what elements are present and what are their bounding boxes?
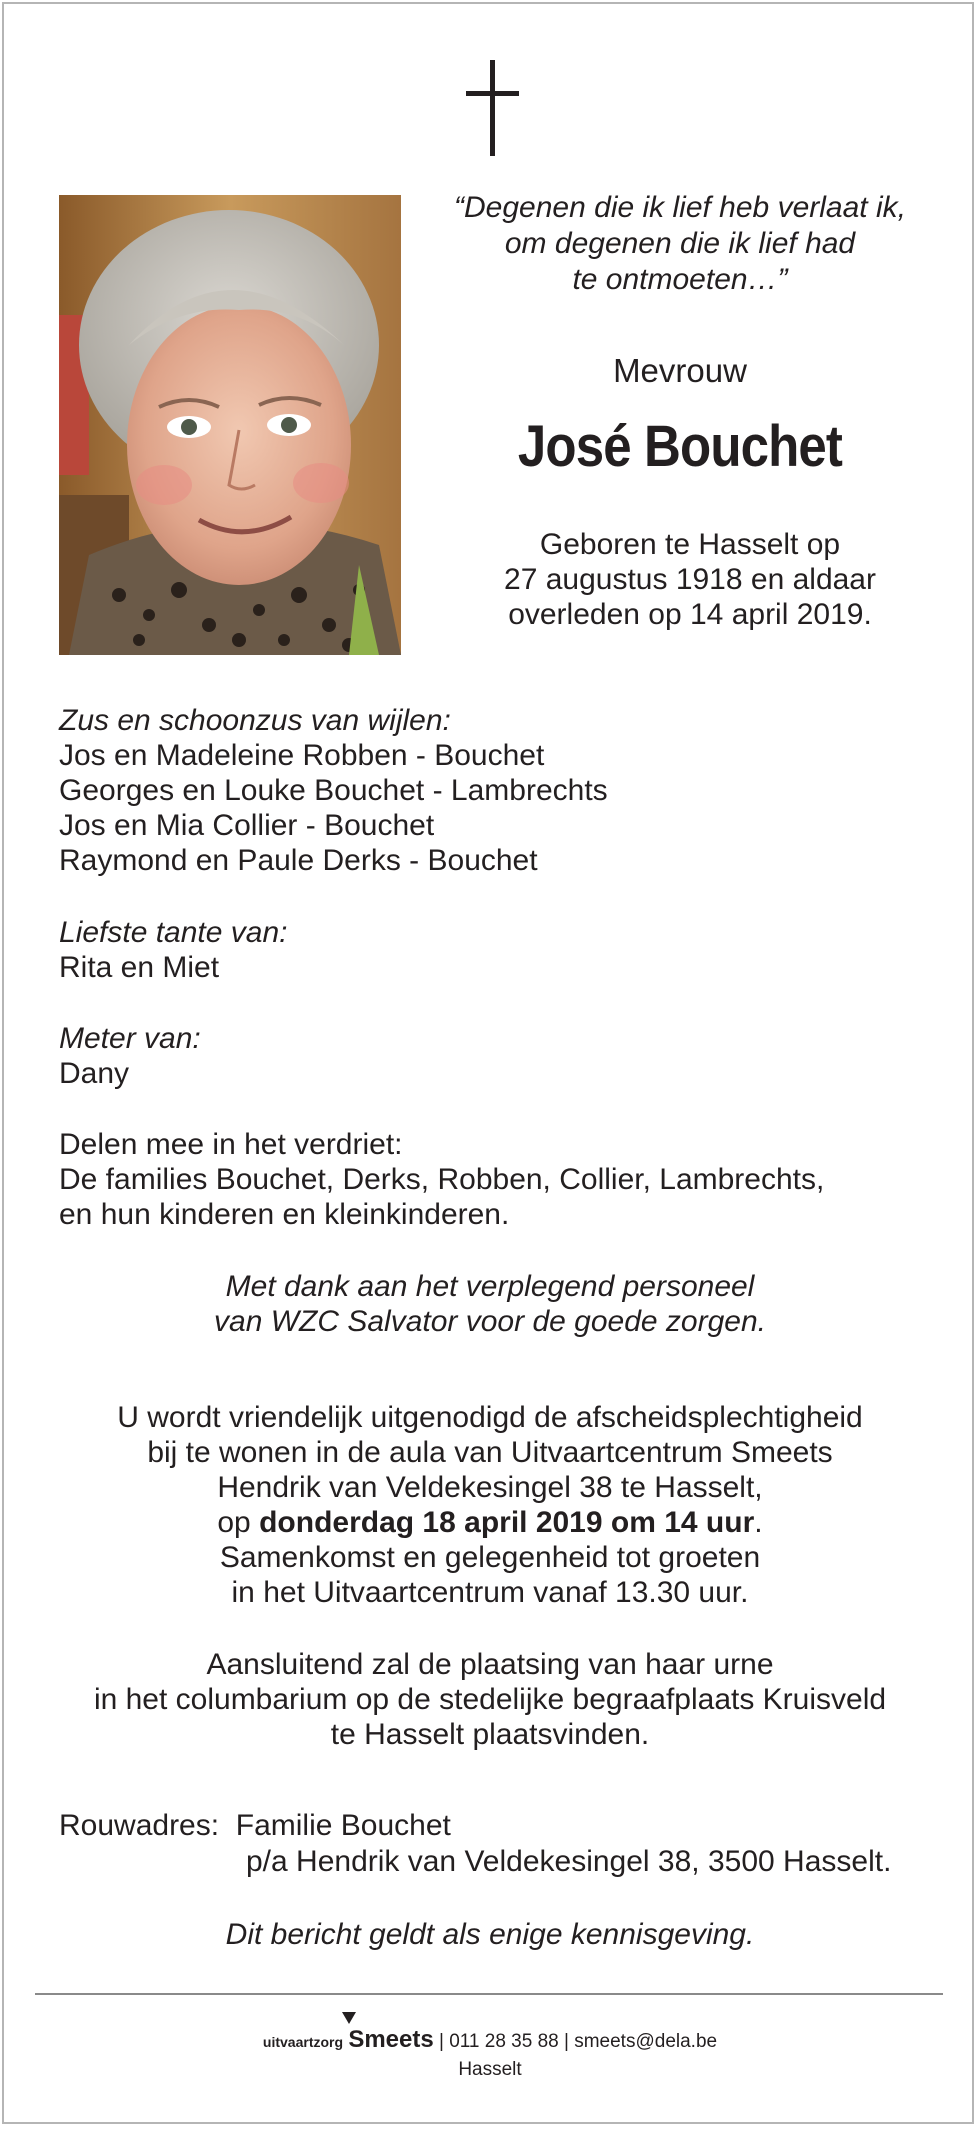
relative-line: Raymond en Paule Derks - Bouchet [59,844,538,877]
godmother-section [59,1021,201,1091]
footer-city: Hasselt [458,2059,522,2080]
dates-line: Geboren te Hasselt op [539,528,841,561]
urn-line: te Hasselt plaatsvinden. [330,1718,650,1751]
relative-line: Jos en Madeleine Robben - Bouchet [59,739,545,772]
life-dates [440,527,940,632]
footer-divider [35,1993,943,1995]
grief-section [59,1127,824,1232]
urn-line: Aansluitend zal de plaatsing van haar urne [206,1648,774,1681]
relative-line: Jos en Mia Collier - Bouchet [59,809,435,842]
aunt-section [59,915,288,985]
footer [0,2026,980,2084]
cross-icon [462,60,522,160]
grief-line: en hun kinderen en kleinkinderen. [59,1198,510,1231]
quote-line: te ontmoeten…” [572,263,788,296]
grief-line: De families Bouchet, Derks, Robben, Collier, Lambrechts, [59,1163,825,1196]
footer-contact: | 011 28 35 88 | smeets@dela.be [438,2031,718,2052]
thanks-line: Met dank aan het verplegend personeel [225,1270,755,1303]
notice: Dit bericht geldt als enige kennisgeving. [225,1918,755,1951]
address-label: Rouwadres: [59,1809,220,1842]
mourning-address [59,1808,959,1880]
quote [400,190,960,298]
invite-line: Samenkomst en gelegenheid tot groeten [219,1541,761,1574]
footer-brand: Smeets [348,2026,433,2053]
invite-line: Hendrik van Veldekesingel 38 te Hasselt, [217,1471,763,1504]
address-street: p/a Hendrik van Veldekesingel 38, 3500 Hasselt. [246,1845,892,1878]
invite-line: in het Uitvaartcentrum vanaf 13.30 uur. [231,1576,749,1609]
thanks-note [40,1269,940,1339]
invite-date-line: op donderdag 18 april 2019 om 14 uur. [217,1506,763,1539]
relative-line: Dany [59,1057,130,1090]
section-heading: Liefste tante van: [59,916,288,949]
urn-placement [40,1647,940,1752]
portrait-photo [59,195,401,655]
relative-line: Rita en Miet [59,951,220,984]
urn-line: in het columbarium op de stedelijke begraafplaats Kruisveld [93,1683,887,1716]
triangle-icon [342,2012,356,2024]
address-name: Familie Bouchet [235,1809,451,1842]
footer-prefix: uitvaartzorg [262,2034,344,2050]
deceased-name: José Bouchet [517,414,843,479]
ceremony-datetime: donderdag 18 april 2019 om 14 uur [259,1506,755,1539]
relative-line: Georges en Louke Bouchet - Lambrechts [59,774,608,807]
thanks-line: van WZC Salvator voor de goede zorgen. [214,1305,766,1338]
sister-section [59,703,608,878]
invitation [40,1400,940,1610]
quote-line: “Degenen die ik lief heb verlaat ik, [454,191,906,224]
section-heading: Zus en schoonzus van wijlen: [59,704,451,737]
invite-line: bij te wonen in de aula van Uitvaartcentrum Smeets [147,1436,833,1469]
honorific: Mevrouw [613,352,747,389]
dates-line: overleden op 14 april 2019. [508,598,872,631]
dates-line: 27 augustus 1918 en aldaar [504,563,876,596]
section-heading: Meter van: [59,1022,201,1055]
invite-line: U wordt vriendelijk uitgenodigd de afscheidsplechtigheid [117,1401,863,1434]
quote-line: om degenen die ik lief had [504,227,856,260]
grief-line: Delen mee in het verdriet: [59,1128,403,1161]
